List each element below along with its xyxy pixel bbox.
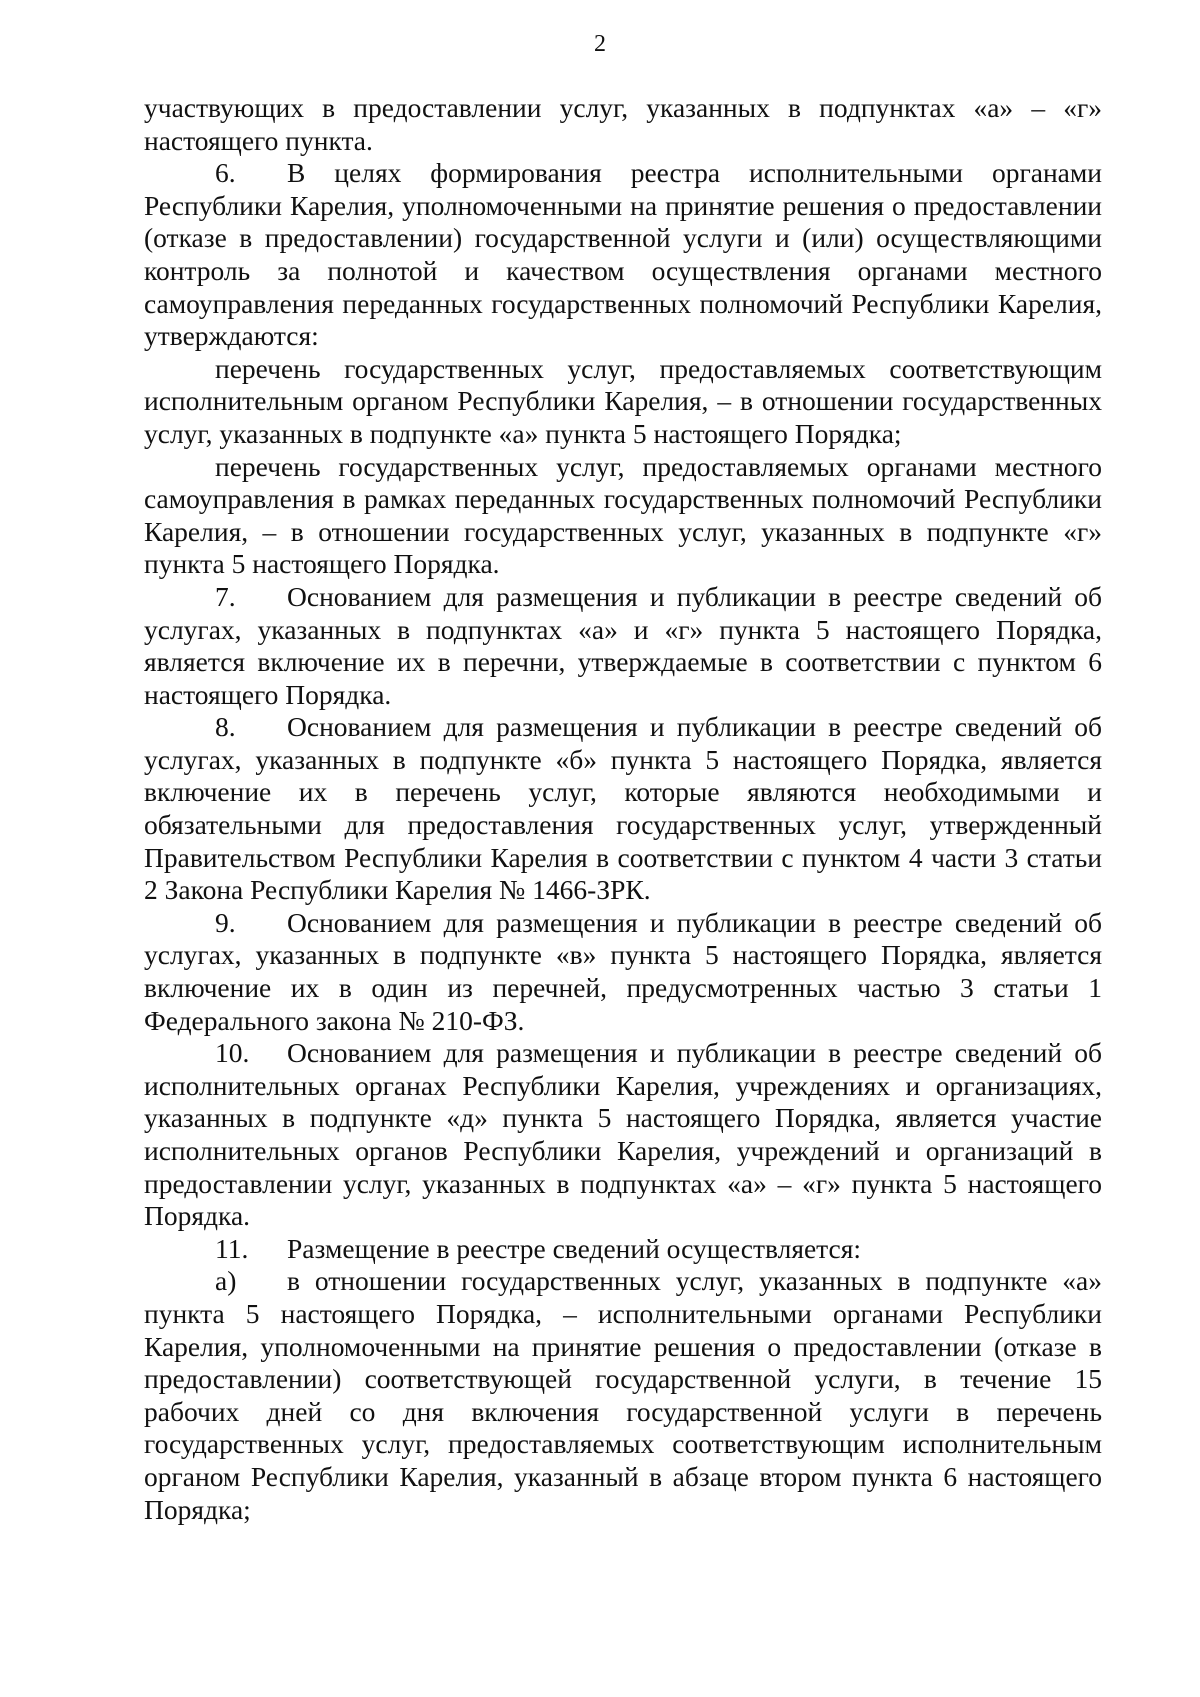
paragraph-number: 10. <box>215 1037 250 1069</box>
paragraph-number: 11. <box>215 1232 249 1264</box>
paragraph-text: Основанием для размещения и публикации в реестре сведений об услугах, указанных в подпункте «в» пункта 5 настоящего Порядка, является включение их в один из перечней, предусмотренных частью 3 статьи 1 Федерального закона № 210-ФЗ. <box>144 906 1102 1036</box>
paragraph-11-subitem-a <box>144 1265 1102 1526</box>
paragraph-text: Основанием для размещения и публикации в реестре сведений об услугах, указанных в подпункте «б» пункта 5 настоящего Порядка, является включение их в перечень услуг, которые являются необходимыми и обязательными для предоставления государственных услуг, утвержденный Правительством Республики Карелия в соответствии с пунктом 4 части 3 статьи 2 Закона Республики Карелия № 1466-ЗРК. <box>144 711 1102 906</box>
paragraph-text: Размещение в реестре сведений осуществляется: <box>287 1232 862 1264</box>
paragraph-number: 9. <box>215 906 236 938</box>
paragraph-number: а) <box>215 1265 237 1297</box>
paragraph-number: 8. <box>215 711 236 743</box>
paragraph-text: Основанием для размещения и публикации в реестре сведений об услугах, указанных в подпунктах «а» и «г» пункта 5 настоящего Порядка, является включение их в перечни, утверждаемые в соответствии с пунктом 6 настоящего Порядка. <box>144 580 1102 710</box>
paragraph-9 <box>144 907 1102 1037</box>
paragraph-continuation <box>144 92 1102 157</box>
document-body <box>144 92 1102 1526</box>
paragraph-text: В целях формирования реестра исполнительными органами Республики Карелия, уполномоченными на принятие решения о предоставлении (отказе в предоставлении) государственной услуги и (или) осуществляющими контроль за полнотой и качеством осуществления органами местного самоуправления переданных государственных полномочий Республики Карелия, утверждаются: <box>144 157 1102 352</box>
paragraph-6-list-item-2 <box>144 451 1102 581</box>
paragraph-6-list-item-1 <box>144 353 1102 451</box>
paragraph-6 <box>144 157 1102 353</box>
page-number: 2 <box>594 31 606 57</box>
paragraph-number: 6. <box>215 157 236 189</box>
paragraph-text: Основанием для размещения и публикации в реестре сведений об исполнительных органах Республики Карелия, учреждениях и организациях, указанных в подпункте «д» пункта 5 настоящего Порядка, является участие исполнительных органов Республики Карелия, учреждений и организаций в предоставлении услуг, указанных в подпунктах «а» – «г» пункта 5 настоящего Порядка. <box>144 1037 1102 1232</box>
paragraph-11 <box>144 1233 1102 1266</box>
paragraph-8 <box>144 711 1102 907</box>
paragraph-10 <box>144 1037 1102 1233</box>
paragraph-7 <box>144 581 1102 711</box>
paragraph-text: в отношении государственных услуг, указанных в подпункте «а» пункта 5 настоящего Порядка, – исполнительными органами Республики Карелия, уполномоченными на принятие решения о предоставлении (отказе в предоставлении) соответствующей государственной услуги, в течение 15 рабочих дней со дня включения государственной услуги в перечень государственных услуг, предоставляемых соответствующим исполнительным органом Республики Карелия, указанный в абзаце втором пункта 6 настоящего Порядка; <box>144 1265 1102 1525</box>
paragraph-text: перечень государственных услуг, предоставляемых органами местного самоуправления в рамках переданных государственных полномочий Республики Карелия, – в отношении государственных услуг, указанных в подпункте «г» пункта 5 настоящего Порядка. <box>144 450 1102 580</box>
paragraph-number: 7. <box>215 580 236 612</box>
paragraph-text: участвующих в предоставлении услуг, указанных в подпунктах «а» – «г» настоящего пункта. <box>144 92 1102 156</box>
paragraph-text: перечень государственных услуг, предоставляемых соответствующим исполнительным органом Республики Карелия, – в отношении государственных услуг, указанных в подпункте «а» пункта 5 настоящего Порядка; <box>144 352 1102 449</box>
